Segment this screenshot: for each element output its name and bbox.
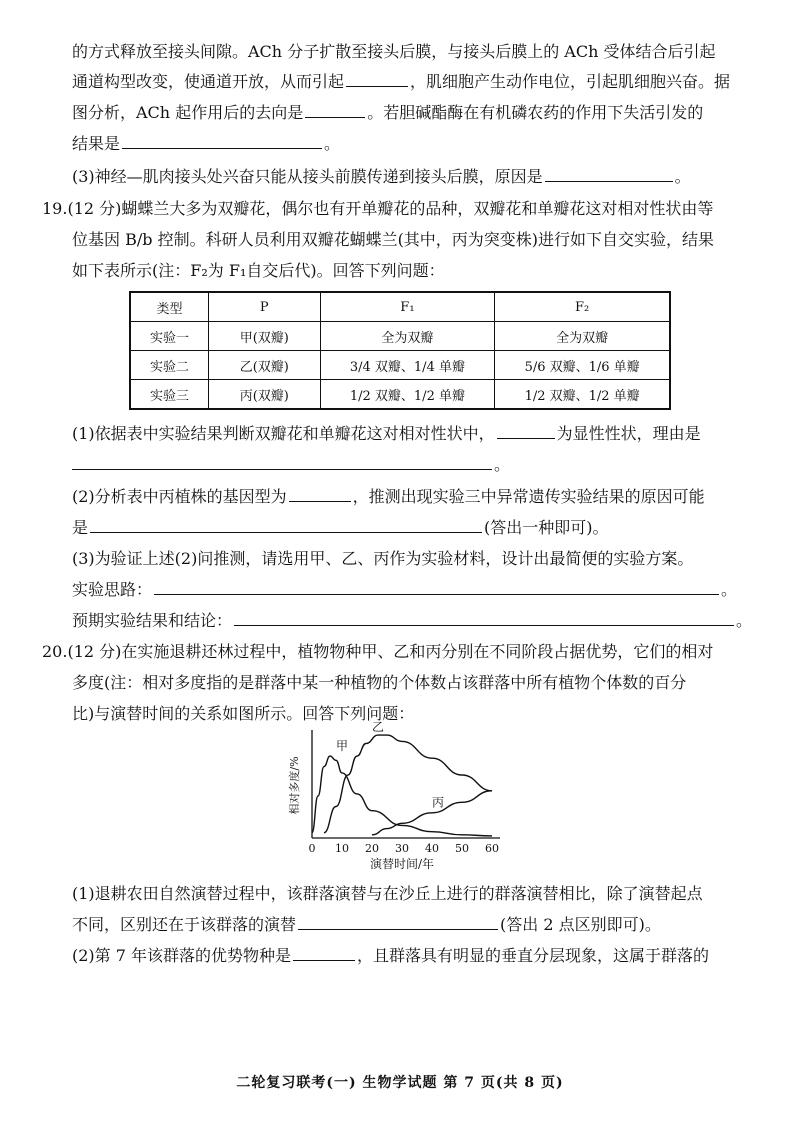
text-line: 位基因 B/b 控制。科研人员利用双瓣花蝴蝶兰(其中，丙为突变株)进行如下自交实验，结果: [72, 230, 715, 249]
answer-blank[interactable]: [90, 518, 482, 533]
text-line: 的方式释放至接头间隙。ACh 分子扩散至接头后膜，与接头后膜上的 ACh 受体结合后引起: [72, 42, 716, 61]
table-cell: 实验二: [130, 351, 209, 380]
text-line: 图分析，ACh 起作用后的去向是 。若胆碱酯酶在有机磷农药的作用下失活引发的: [72, 103, 704, 122]
page-footer: 二轮复习联考(一) 生物学试题 第 7 页(共 8 页): [236, 1075, 564, 1091]
answer-blank[interactable]: [122, 134, 322, 149]
text-line: (3)神经—肌肉接头处兴奋只能从接头前膜传递到接头后膜，原因是 。: [72, 167, 691, 186]
text-line: 结果是 。: [72, 134, 341, 153]
table-header: P: [209, 292, 321, 322]
x-tick-label: 30: [395, 842, 409, 855]
question-20-stem: 20.(12 分)在实施退耕还林过程中，植物物种甲、乙和丙分别在不同阶段占据优势，它们的相对: [42, 642, 714, 661]
table-header: F₂: [495, 292, 670, 322]
answer-blank[interactable]: [293, 946, 355, 961]
answer-blank[interactable]: [154, 580, 719, 595]
question-19-stem: 19.(12 分)蝴蝶兰大多为双瓣花，偶尔也有开单瓣花的品种，双瓣花和单瓣花这对相对性状由等: [42, 199, 714, 218]
x-axis-label: 演替时间/年: [369, 857, 435, 871]
genetics-table: [129, 291, 671, 410]
table-row: [130, 322, 670, 351]
table-cell: 3/4 双瓣、1/4 单瓣: [320, 351, 495, 380]
table-cell: 1/2 双瓣、1/2 单瓣: [320, 380, 495, 410]
text-line: 通道构型改变，使通道开放，从而引起 ，肌细胞产生动作电位，引起肌细胞兴奋。据: [72, 72, 731, 91]
text-line: 比)与演替时间的关系如图所示。回答下列问题：: [72, 704, 415, 723]
answer-blank[interactable]: [346, 72, 408, 87]
table-cell: 全为双瓣: [495, 322, 670, 351]
answer-blank[interactable]: [305, 103, 365, 118]
answer-blank[interactable]: [289, 487, 351, 502]
answer-blank[interactable]: [72, 455, 492, 470]
x-tick-label: 50: [455, 842, 469, 855]
table-cell: 1/2 双瓣、1/2 单瓣: [495, 380, 670, 410]
text-line: 不同，区别还在于该群落的演替 (答出 2 点区别即可)。: [72, 915, 661, 934]
series-label: 丙: [432, 795, 445, 810]
text-line: (1)退耕农田自然演替过程中，该群落演替与在沙丘上进行的群落演替相比，除了演替起点: [72, 884, 703, 903]
table-row: [130, 351, 670, 380]
series-label: 乙: [372, 720, 385, 734]
table-cell: 全为双瓣: [320, 322, 495, 351]
succession-chart: [282, 720, 512, 874]
text-line: 实验思路： 。: [72, 580, 738, 599]
text-line: (2)分析表中丙植株的基因型为 ，推测出现实验三中异常遗传实验结果的原因可能: [72, 487, 705, 506]
table-cell: 乙(双瓣): [209, 351, 321, 380]
x-tick-label: 20: [365, 842, 379, 855]
answer-blank[interactable]: [298, 915, 498, 930]
answer-blank[interactable]: [545, 167, 673, 182]
y-axis-label: 相对多度/%: [288, 756, 301, 815]
table-header: F₁: [320, 292, 495, 322]
x-tick-label: 40: [425, 842, 439, 855]
text-line: 如下表所示(注：F₂为 F₁自交后代)。回答下列问题：: [72, 261, 445, 280]
x-tick-label: 60: [485, 842, 499, 855]
text-line: (1)依据表中实验结果判断双瓣花和单瓣花这对相对性状中， 为显性性状，理由是: [72, 424, 701, 443]
text-line: 是 (答出一种即可)。: [72, 518, 609, 537]
text-line: 多度(注：相对多度指的是群落中某一种植物的个体数占该群落中所有植物个体数的百分: [72, 673, 687, 692]
series-label: 甲: [336, 738, 349, 753]
answer-blank[interactable]: [497, 424, 555, 439]
text-line: (3)为验证上述(2)问推测，请选用甲、乙、丙作为实验材料，设计出最简便的实验方案。: [72, 549, 694, 568]
text-line: (2)第 7 年该群落的优势物种是 ，且群落具有明显的垂直分层现象，这属于群落的: [72, 946, 710, 965]
text-line: 预期实验结果和结论： 。: [72, 611, 753, 630]
table-cell: 丙(双瓣): [209, 380, 321, 410]
table-cell: 实验一: [130, 322, 209, 351]
text-line: 。: [72, 455, 510, 475]
answer-blank[interactable]: [234, 611, 734, 626]
table-header: 类型: [130, 292, 209, 322]
x-tick-label: 0: [308, 842, 316, 855]
x-tick-label: 10: [335, 842, 349, 855]
table-row: [130, 380, 670, 410]
table-cell: 实验三: [130, 380, 209, 410]
table-cell: 甲(双瓣): [209, 322, 321, 351]
table-cell: 5/6 双瓣、1/6 单瓣: [495, 351, 670, 380]
table-header-row: [130, 292, 670, 322]
